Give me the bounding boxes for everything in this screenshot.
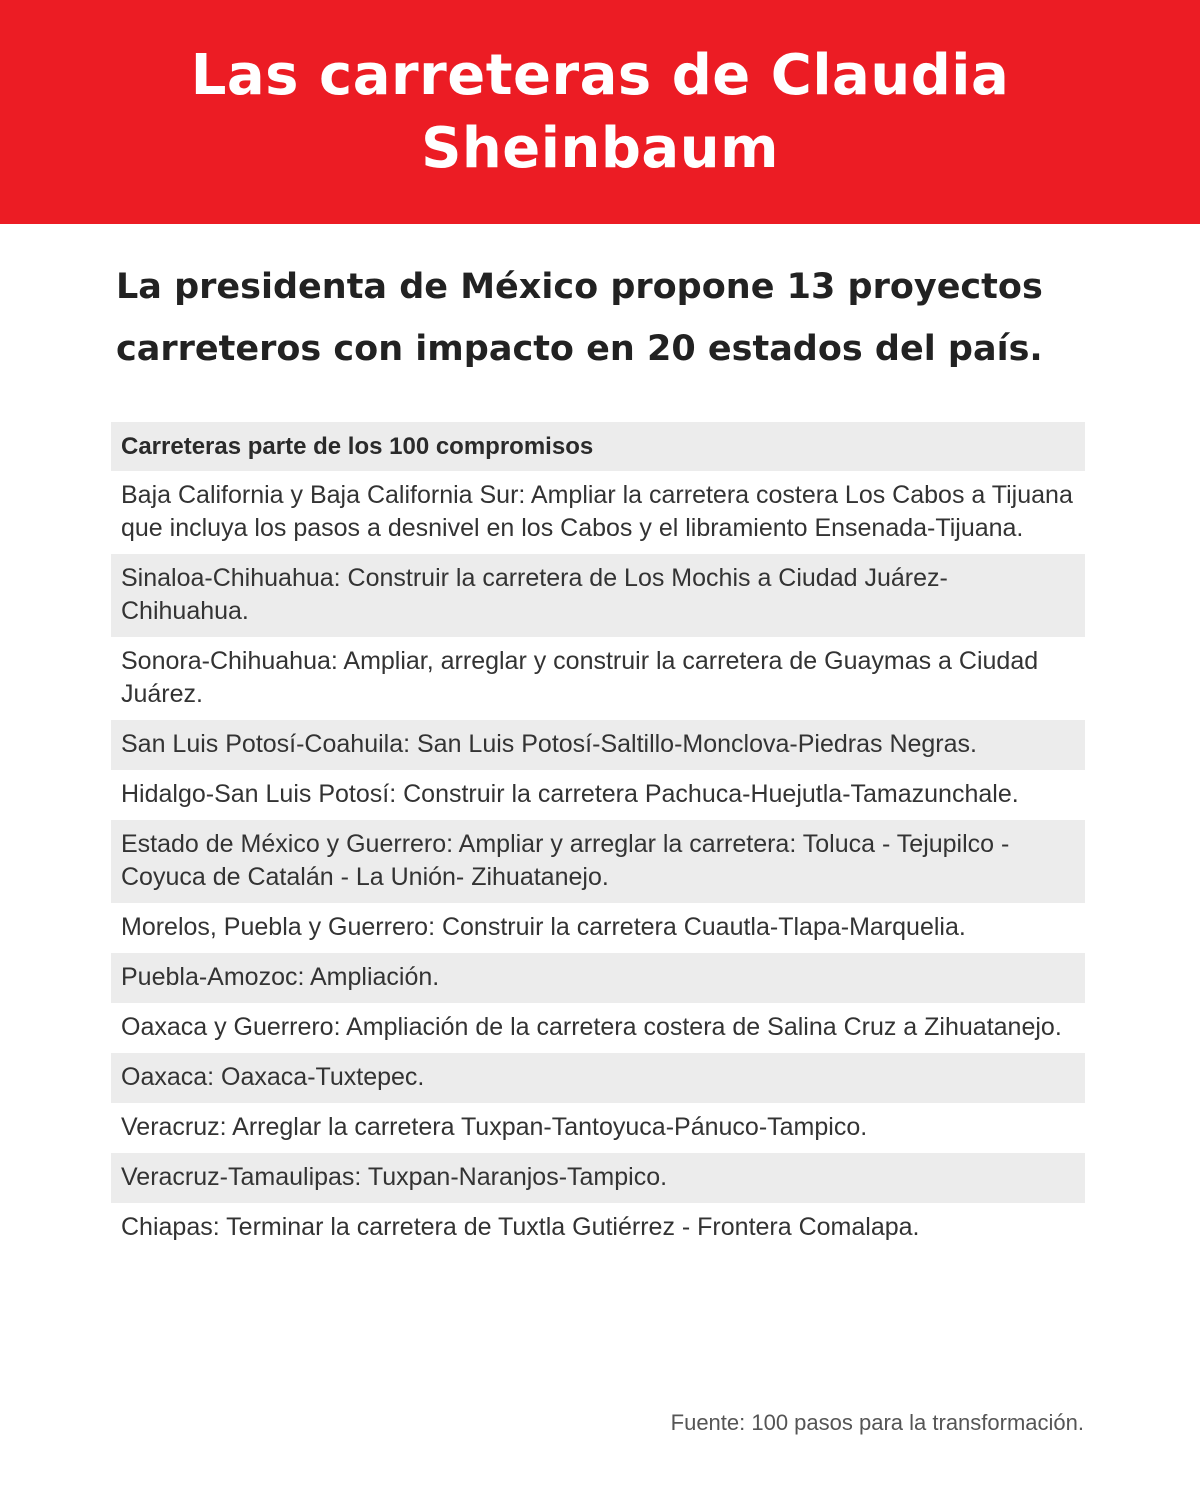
- table-row: Sonora-Chihuahua: Ampliar, arreglar y construir la carretera de Guaymas a Ciudad Juárez.: [121, 647, 1039, 708]
- table-row: Veracruz-Tamaulipas: Tuxpan-Naranjos-Tampico.: [111, 1153, 1085, 1203]
- page-title: Las carreteras de Claudia Sheinbaum: [190, 43, 1010, 181]
- table-row: Hidalgo-San Luis Potosí: Construir la carretera Pachuca-Huejutla-Tamazunchale.: [121, 780, 1019, 808]
- subtitle: La presidenta de México propone 13 proyectos carreteros con impacto en 20 estados del país.: [116, 267, 1043, 369]
- table-row: Puebla-Amozoc: Ampliación.: [111, 953, 1085, 1003]
- title-banner: [0, 0, 1200, 224]
- table-row: San Luis Potosí-Coahuila: San Luis Potosí-Saltillo-Monclova-Piedras Negras.: [111, 720, 1085, 770]
- table-row: Oaxaca: Oaxaca-Tuxtepec.: [111, 1053, 1085, 1103]
- source-note: Fuente: 100 pasos para la transformación.: [670, 1410, 1084, 1435]
- table-row: Veracruz: Arreglar la carretera Tuxpan-Tantoyuca-Pánuco-Tampico.: [121, 1113, 868, 1141]
- roads-table: [111, 422, 1085, 1253]
- table-row: Oaxaca y Guerrero: Ampliación de la carretera costera de Salina Cruz a Zihuatanejo.: [121, 1013, 1062, 1041]
- table-row: Chiapas: Terminar la carretera de Tuxtla Gutiérrez - Frontera Comalapa.: [121, 1213, 920, 1241]
- table-row: Baja California y Baja California Sur: Ampliar la carretera costera Los Cabos a Tijuana que incluya los pasos a desnivel en los Cabos y el libramiento Ensenada-Tijuana.: [121, 481, 1073, 542]
- table-header: Carreteras parte de los 100 compromisos: [111, 422, 1085, 471]
- table-row: Sinaloa-Chihuahua: Construir la carretera de Los Mochis a Ciudad Juárez-Chihuahua.: [111, 554, 1085, 637]
- table-row: Estado de México y Guerrero: Ampliar y arreglar la carretera: Toluca - Tejupilco - Coyuca de Catalán - La Unión- Zihuatanejo.: [111, 820, 1085, 903]
- table-row: Morelos, Puebla y Guerrero: Construir la carretera Cuautla-Tlapa-Marquelia.: [121, 913, 966, 941]
